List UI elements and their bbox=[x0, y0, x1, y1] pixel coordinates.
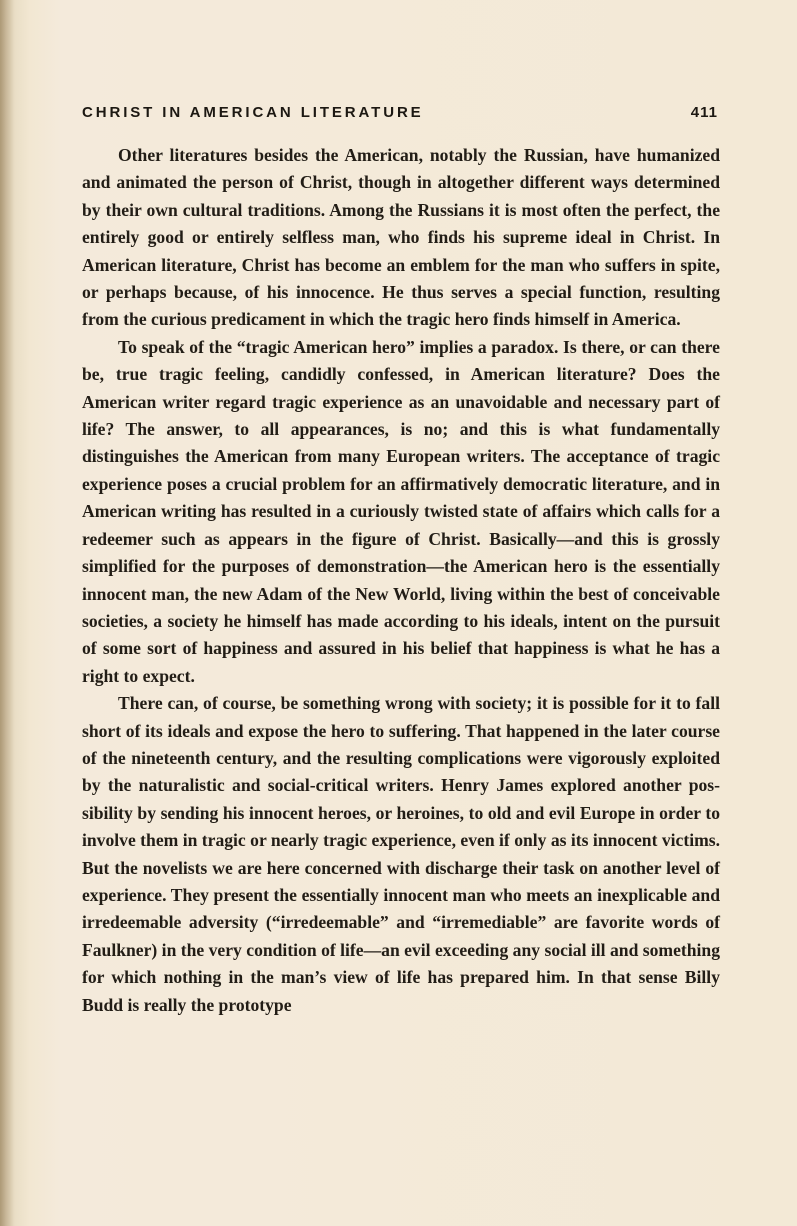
page-number: 411 bbox=[690, 103, 718, 121]
body-text bbox=[82, 142, 720, 1019]
paragraph-1: Other literatures besides the American, notably the Russian, have humanized and animated the person of Christ, though in altogether different ways determined by their own cultural traditions. Among the Russians it is most often the perfect, the entirely good or entirely selfless man, who finds his supreme ideal in Christ. In American literature, Christ has become an emblem for the man who suffers in spite, or perhaps because, of his innocence. He thus serves a special function, resulting from the curious predicament in which the tragic hero finds himself in America. bbox=[82, 145, 720, 330]
paragraph-3: There can, of course, be something wrong with society; it is possible for it to fall short of its ideals and expose the hero to suffering. That happened in the later course of the nineteenth century, and the resulting complications were vigorously exploited by the naturalistic and social-critical writers. Henry James explored another possibility by sending his innocent heroes, or heroines, to old and evil Europe in order to involve them in tragic or nearly tragic experience, even if only as its innocent victims. But the novelists we are here concerned with discharge their task on another level of experience. They present the essentially innocent man who meets an inexplicable and irredeemable adversity (“irredeemable” and “irremediable” are favorite words of Faulkner) in the very condition of life—an evil exceeding any social ill and something for which nothing in the man’s view of life has prepared him. In that sense Billy Budd is really the prototype bbox=[82, 693, 720, 1015]
running-head bbox=[82, 100, 718, 124]
paragraph-2: To speak of the “tragic American hero” implies a paradox. Is there, or can there be, true tragic feeling, candidly confessed, in American literature? Does the American writer regard tragic experience as an unavoidable and necessary part of life? The answer, to all appearances, is no; and this is what fundamentally distinguishes the American from many European writers. The acceptance of tragic experience poses a crucial problem for an affirmatively democratic literature, and in American writing has resulted in a curiously twisted state of affairs which calls for a redeemer such as appears in the figure of Christ. Basically—and this is grossly simplified for the purposes of demonstration—the American hero is the essentially innocent man, the new Adam of the New World, living within the best of conceivable societies, a society he himself has made according to his ideals, intent on the pursuit of some sort of happiness and assured in his belief that happiness is what he has a right to expect. bbox=[82, 336, 720, 686]
running-title: CHRIST IN AMERICAN LITERATURE bbox=[82, 103, 424, 121]
gutter-shadow bbox=[0, 0, 14, 1226]
